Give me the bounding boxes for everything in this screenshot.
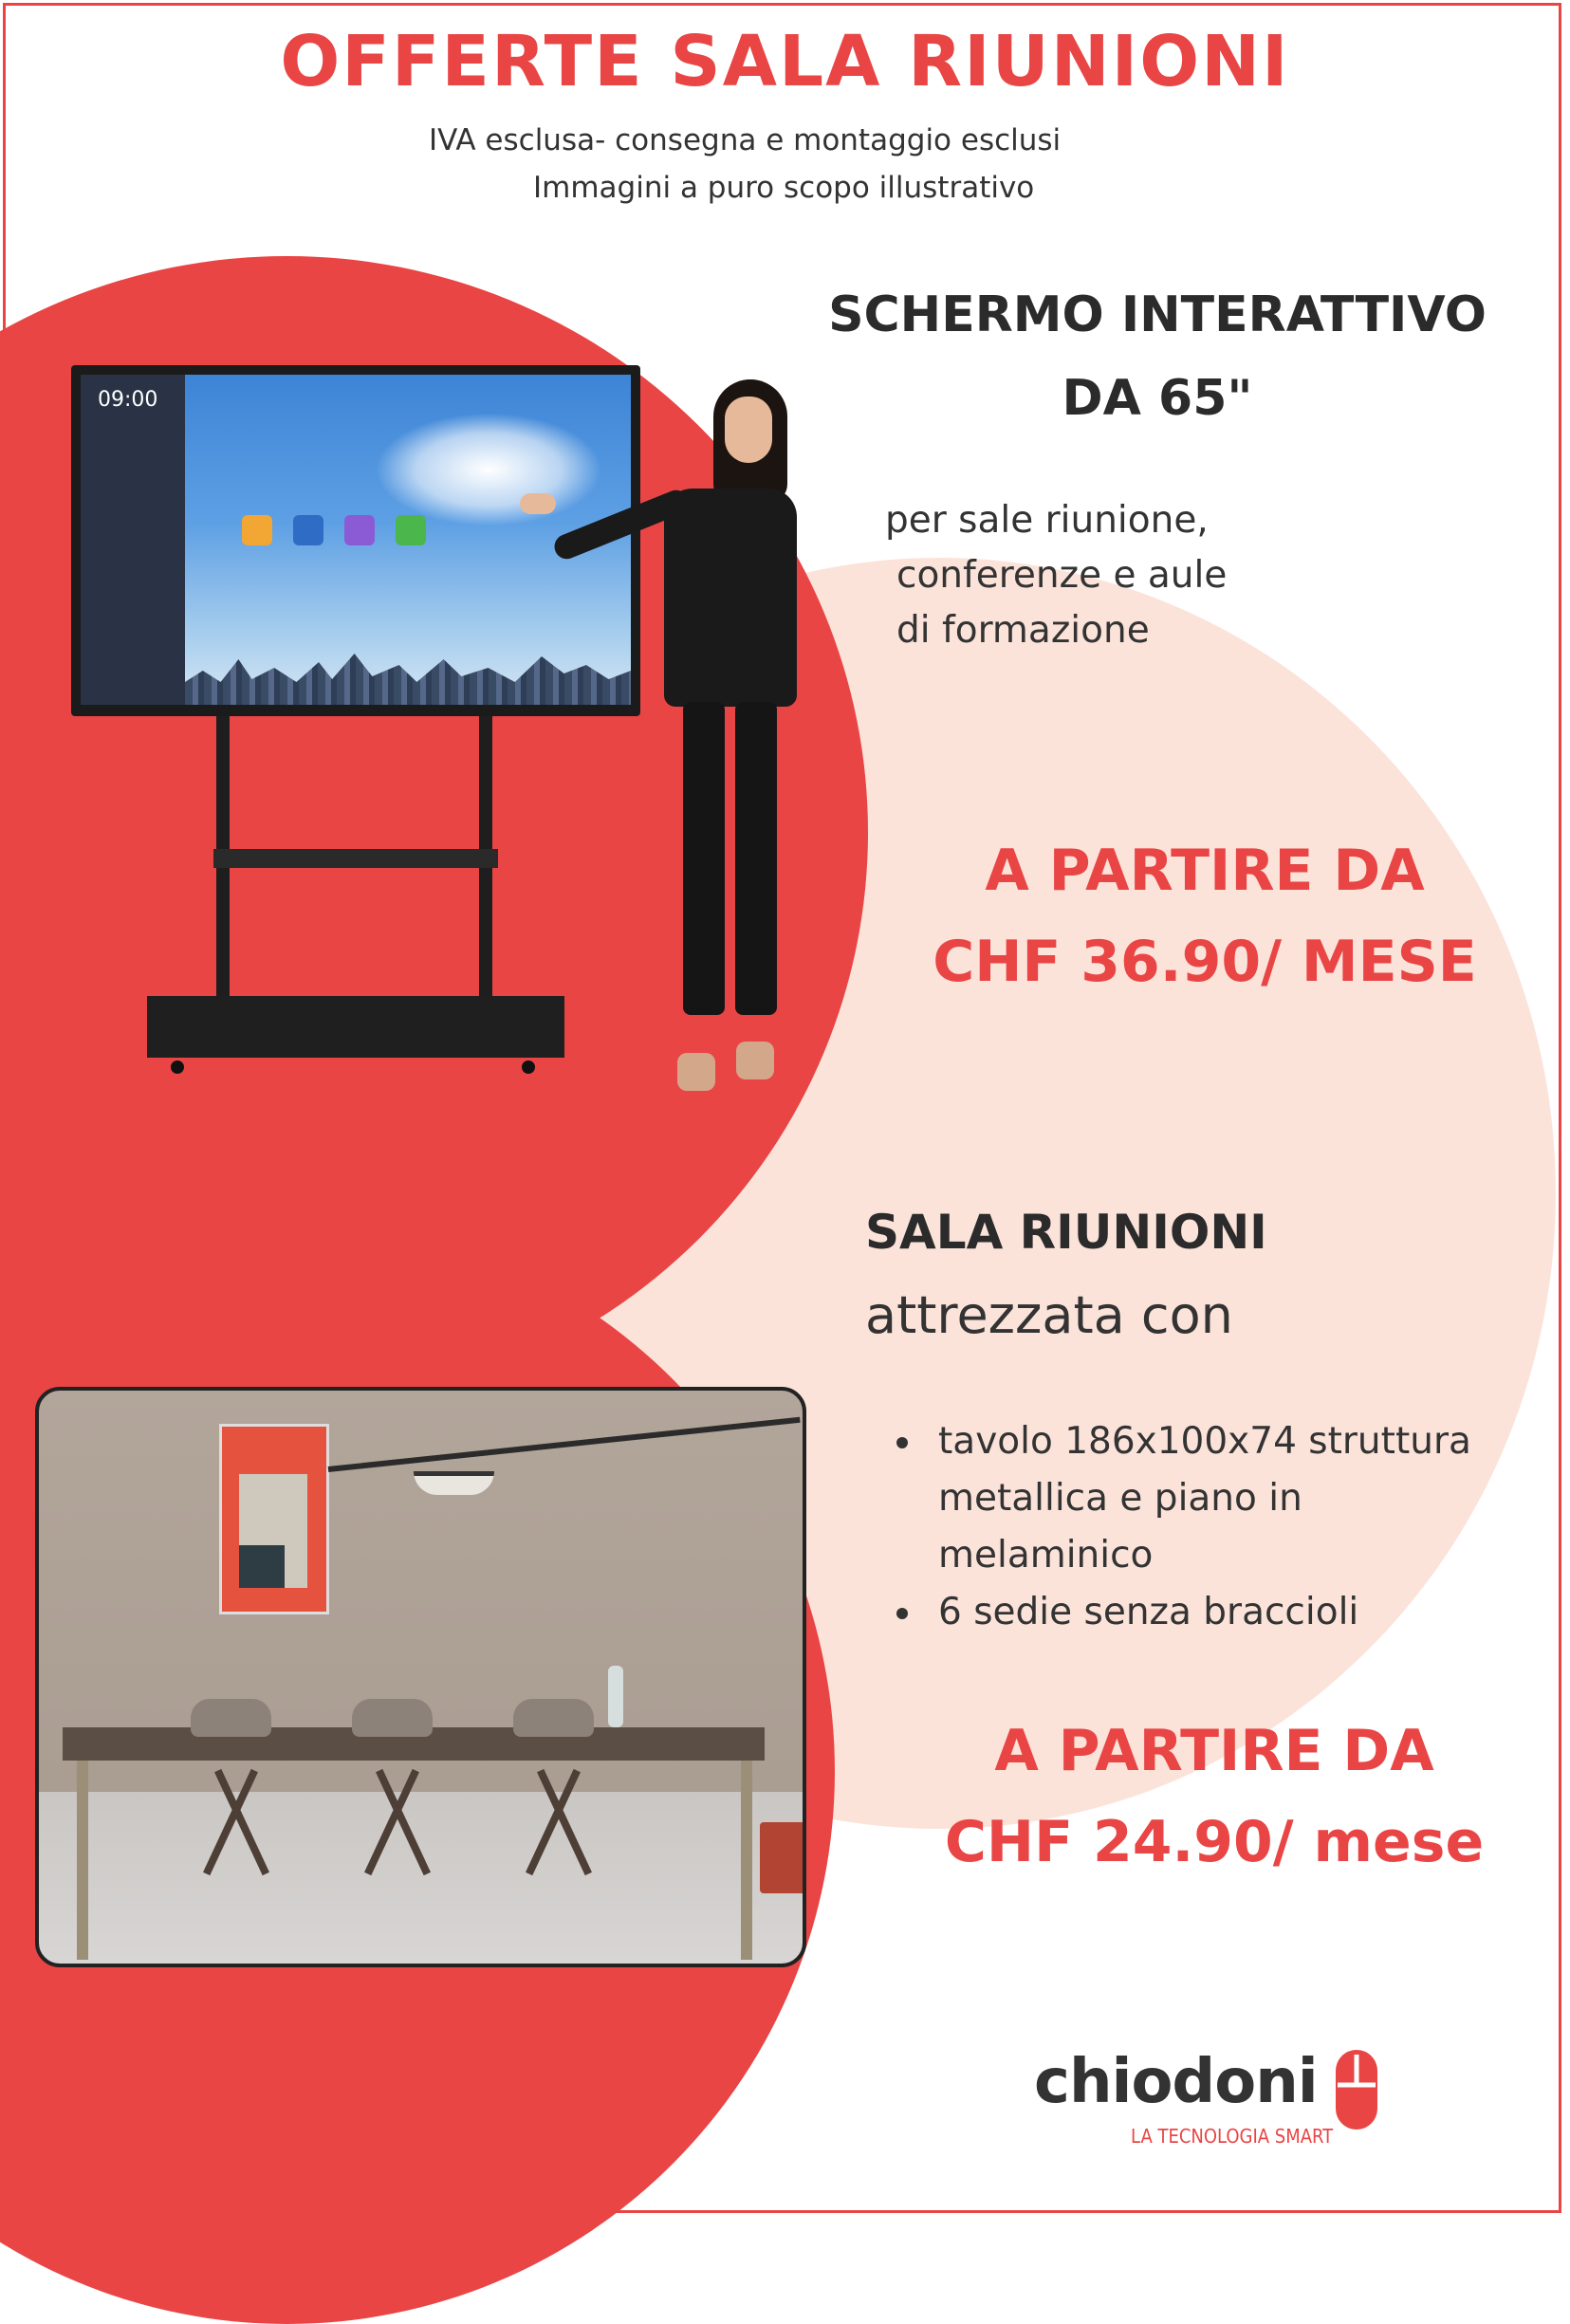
screen-offer-description — [885, 493, 1227, 658]
pendant-lamp — [414, 1471, 494, 1495]
chair — [191, 1699, 271, 1737]
presenter-body — [664, 489, 797, 707]
screen-desc-line2: conferenze e aule — [896, 554, 1228, 597]
tv-clock: 09:00 — [98, 388, 158, 412]
stand-wheel-right — [522, 1061, 535, 1074]
browser-icon — [344, 515, 375, 545]
file-manager-icon — [242, 515, 272, 545]
red-stool — [760, 1822, 805, 1893]
chair-leg — [364, 1769, 419, 1875]
subtitle-illustrative-note: Immagini a puro scopo illustrativo — [533, 171, 1035, 205]
chair-leg — [537, 1769, 592, 1875]
presenter-hand — [520, 493, 556, 514]
city-skyline-graphic — [185, 648, 631, 705]
tv-sidebar-panel — [81, 375, 185, 705]
table-leg — [741, 1761, 752, 1960]
chair-leg — [376, 1769, 431, 1875]
stand-pole-right — [479, 716, 492, 1029]
chair-leg — [526, 1769, 581, 1875]
page-title: OFFERTE SALA RIUNIONI — [280, 21, 1290, 102]
cloud-graphic — [375, 413, 602, 526]
subtitle-vat-note: IVA esclusa- consegna e montaggio esclusi — [429, 123, 1062, 157]
lamp-arm — [328, 1417, 801, 1472]
list-item: tavolo 186x100x74 struttura metallica e piano in melaminico — [896, 1413, 1523, 1584]
meeting-room-photo — [35, 1387, 806, 1967]
screen-desc-line1: per sale riunione, — [885, 499, 1209, 542]
room-offer-bullet-list — [896, 1413, 1523, 1641]
stand-shelf — [213, 849, 498, 868]
stand-pole-left — [216, 716, 230, 1029]
screen-offer-price — [854, 825, 1556, 1007]
presenter-face — [725, 397, 772, 463]
screen-offer-heading-line1: SCHERMO INTERATTIVO — [828, 286, 1487, 343]
room-offer-heading: SALA RIUNIONI — [865, 1205, 1267, 1260]
screen-offer-heading-line2: DA 65" — [1062, 370, 1253, 427]
chair — [352, 1699, 433, 1737]
chair-leg — [203, 1769, 258, 1875]
tv-app-icons — [242, 515, 426, 545]
room-offer-price — [882, 1706, 1546, 1888]
chair-leg — [214, 1769, 269, 1875]
screen-price-line1: A PARTIRE DA — [985, 838, 1425, 904]
screen-price-line2: CHF 36.90/ MESE — [933, 929, 1477, 995]
painting-dark-block — [239, 1545, 285, 1588]
mouse-icon — [1333, 2047, 1380, 2132]
tv-display — [81, 375, 631, 705]
stand-base — [147, 996, 564, 1058]
presenter-leg-left — [683, 702, 725, 1015]
screen-offer-heading — [787, 273, 1527, 440]
brand-logo: chiodoni — [1034, 2047, 1318, 2117]
presenter-foot-right — [736, 1042, 774, 1079]
table-leg — [77, 1761, 88, 1960]
apps-icon — [396, 515, 426, 545]
room-offer-subheading: attrezzata con — [865, 1285, 1233, 1345]
brand-tagline: LA TECNOLOGIA SMART — [1131, 2125, 1334, 2148]
screen-desc-line3: di formazione — [896, 609, 1150, 652]
presenter-foot-left — [677, 1053, 715, 1091]
wall-painting — [219, 1424, 329, 1614]
list-item: 6 sedie senza braccioli — [896, 1584, 1523, 1641]
glass-bottle — [608, 1666, 623, 1727]
room-price-line2: CHF 24.90/ mese — [944, 1809, 1485, 1875]
presenter-leg-right — [735, 702, 777, 1015]
chair — [513, 1699, 594, 1737]
room-price-line1: A PARTIRE DA — [994, 1718, 1434, 1784]
stand-wheel-left — [171, 1061, 184, 1074]
whiteboard-icon — [293, 515, 323, 545]
